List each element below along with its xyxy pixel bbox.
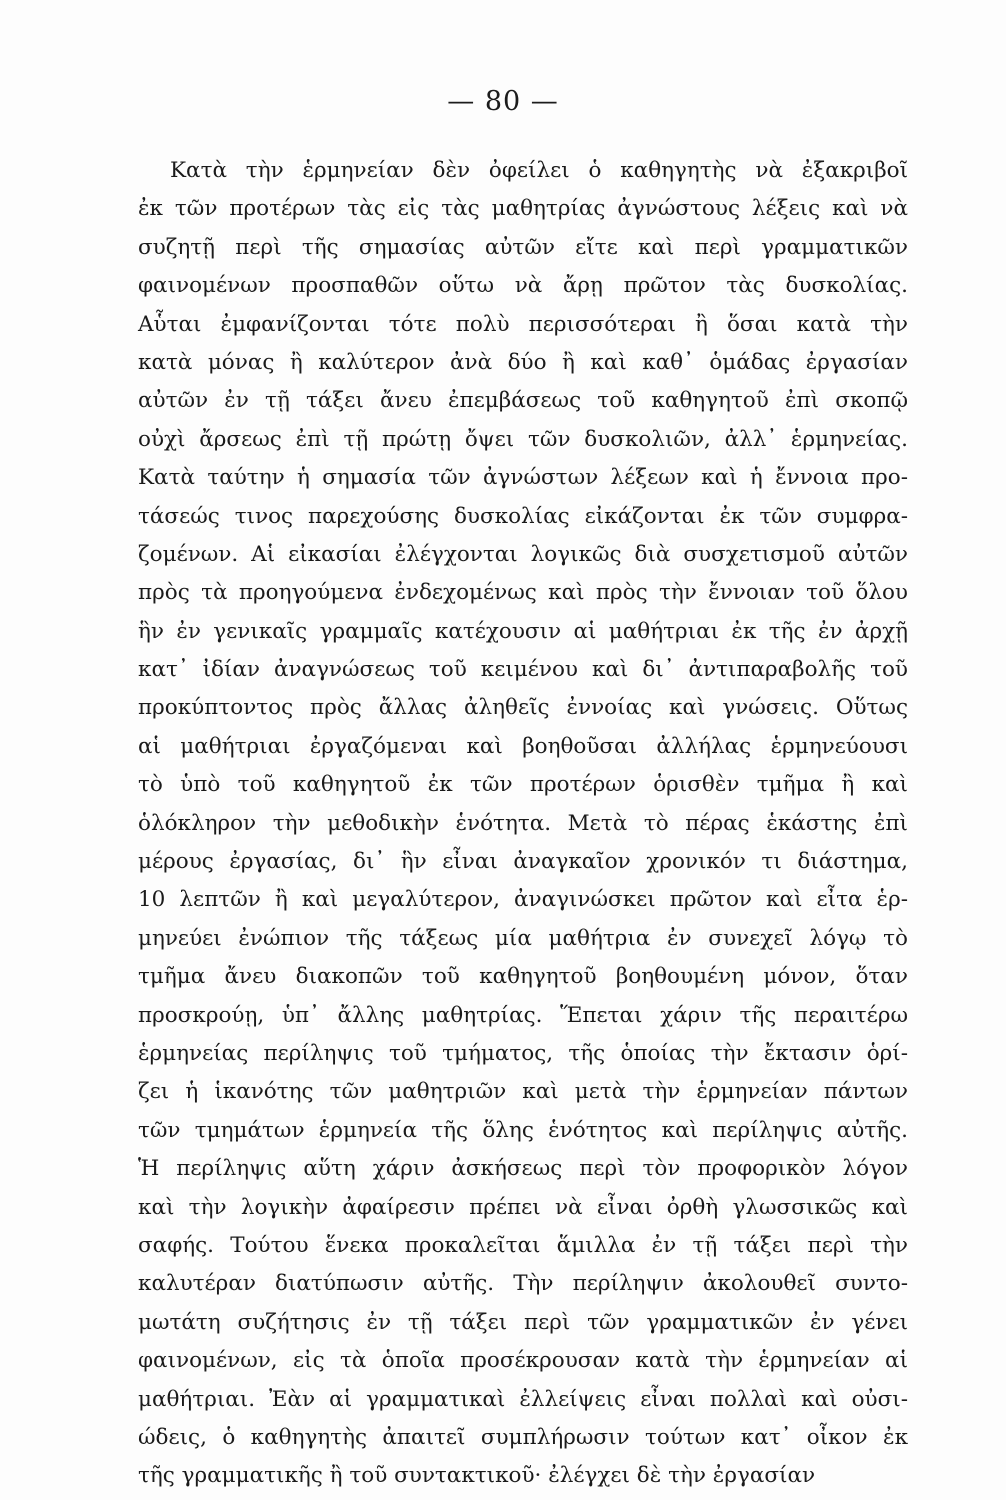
text-line: Κατὰ τὴν ἑρμηνείαν δὲν ὀφείλει ὁ καθηγητὴς νὰ ἐξακριβοῖ	[170, 158, 908, 183]
text-line: ἣν ἐν γενικαῖς γραμμαῖς κατέχουσιν αἱ μαθήτριαι ἐκ τῆς ἐν ἀρχῇ	[138, 618, 908, 644]
text-line: προκύπτοντος πρὸς ἄλλας ἀληθεῖς ἐννοίας καὶ γνώσεις. Οὕτως	[138, 695, 908, 721]
text-line: ὁλόκληρον τὴν μεθοδικὴν ἑνότητα. Μετὰ τὸ πέρας ἑκάστης ἐπὶ	[138, 810, 908, 836]
text-line: φαινομένων προσπαθῶν οὕτω νὰ ἄρῃ πρῶτον τὰς δυσκολίας.	[138, 273, 908, 299]
text-line: μηνεύει ἐνώπιον τῆς τάξεως μία μαθήτρια ἐν συνεχεῖ λόγῳ τὸ	[138, 925, 908, 951]
text-line: τὸ ὑπὸ τοῦ καθηγητοῦ ἐκ τῶν προτέρων ὁρισθὲν τμῆμα ἢ καὶ	[138, 772, 908, 798]
text-line: Ἡ περίληψις αὕτη χάριν ἀσκήσεως περὶ τὸν προφορικὸν λόγον	[138, 1156, 908, 1182]
text-line: συζητῇ περὶ τῆς σημασίας αὐτῶν εἴτε καὶ περὶ γραμματικῶν	[138, 234, 908, 260]
text-line: οὐχὶ ἄρσεως ἐπὶ τῇ πρώτῃ ὄψει τῶν δυσκολιῶν, ἀλλ᾿ ἑρμηνείας.	[138, 426, 908, 452]
text-line: μέρους ἐργασίας, δι᾿ ἣν εἶναι ἀναγκαῖον χρονικόν τι διάστημα,	[138, 849, 908, 875]
text-line: αἱ μαθήτριαι ἐργαζόμεναι καὶ βοηθοῦσαι ἀλλήλας ἑρμηνεύουσι	[138, 733, 908, 759]
text-line: φαινομένων, εἰς τὰ ὁποῖα προσέκρουσαν κατὰ τὴν ἑρμηνείαν αἱ	[138, 1348, 908, 1374]
text-line: πρὸς τὰ προηγούμενα ἐνδεχομένως καὶ πρὸς τὴν ἔννοιαν τοῦ ὅλου	[138, 580, 908, 606]
text-line: καὶ τὴν λογικὴν ἀφαίρεσιν πρέπει νὰ εἶναι ὀρθὴ γλωσσικῶς καὶ	[138, 1194, 908, 1220]
text-line: ζει ἡ ἱκανότης τῶν μαθητριῶν καὶ μετὰ τὴν ἑρμηνείαν πάντων	[138, 1079, 908, 1105]
text-line: τῶν τμημάτων ἑρμηνεία τῆς ὅλης ἑνότητος καὶ περίληψις αὐτῆς.	[138, 1117, 908, 1143]
body-text	[138, 152, 908, 1496]
text-line: 10 λεπτῶν ἢ καὶ μεγαλύτερον, ἀναγινώσκει πρῶτον καὶ εἶτα ἑρ-	[138, 887, 908, 913]
text-line: σαφής. Τούτου ἕνεκα προκαλεῖται ἅμιλλα ἐν τῇ τάξει περὶ τὴν	[138, 1232, 908, 1258]
text-line: κατὰ μόνας ἢ καλύτερον ἀνὰ δύο ἢ καὶ καθ᾿ ὁμάδας ἐργασίαν	[138, 349, 908, 375]
text-line: ώδεις, ὁ καθηγητὴς ἀπαιτεῖ συμπλήρωσιν τούτων κατ᾿ οἶκον ἐκ	[138, 1424, 908, 1450]
text-line: προσκρούῃ, ὑπ᾿ ἄλλης μαθητρίας. Ἕπεται χάριν τῆς περαιτέρω	[138, 1002, 908, 1028]
page-number: — 80 —	[447, 86, 559, 117]
text-line: τμῆμα ἄνευ διακοπῶν τοῦ καθηγητοῦ βοηθουμένη μόνον, ὅταν	[138, 964, 908, 990]
text-line: ἐκ τῶν προτέρων τὰς εἰς τὰς μαθητρίας ἀγνώστους λέξεις καὶ νὰ	[138, 196, 908, 222]
text-line: τάσεώς τινος παρεχούσης δυσκολίας εἰκάζονται ἐκ τῶν συμφρα-	[138, 503, 908, 529]
text-line: μωτάτη συζήτησις ἐν τῇ τάξει περὶ τῶν γραμματικῶν ἐν γένει	[138, 1309, 908, 1335]
text-line: ἑρμηνείας περίληψις τοῦ τμήματος, τῆς ὁποίας τὴν ἔκτασιν ὁρί-	[138, 1040, 908, 1066]
text-line: Αὗται ἐμφανίζονται τότε πολὺ περισσότεραι ἢ ὅσαι κατὰ τὴν	[138, 311, 908, 337]
text-line: Κατὰ ταύτην ἡ σημασία τῶν ἀγνώστων λέξεων καὶ ἡ ἔννοια προ-	[138, 465, 908, 491]
text-line: αὐτῶν ἐν τῇ τάξει ἄνευ ἐπεμβάσεως τοῦ καθηγητοῦ ἐπὶ σκοπῷ	[138, 388, 908, 414]
text-line: καλυτέραν διατύπωσιν αὐτῆς. Τὴν περίληψιν ἀκολουθεῖ συντο-	[138, 1271, 908, 1297]
text-line: κατ᾿ ἰδίαν ἀναγνώσεως τοῦ κειμένου καὶ δι᾿ ἀντιπαραβολῆς τοῦ	[138, 657, 908, 683]
text-line: μαθήτριαι. Ἐὰν αἱ γραμματικαὶ ἐλλείψεις εἶναι πολλαὶ καὶ οὐσι-	[138, 1386, 908, 1412]
text-line: ζομένων. Αἱ εἰκασίαι ἐλέγχονται λογικῶς διὰ συσχετισμοῦ αὐτῶν	[138, 541, 908, 567]
text-line: τῆς γραμματικῆς ἢ τοῦ συντακτικοῦ· ἐλέγχει δὲ τὴν ἐργασίαν	[138, 1463, 816, 1489]
